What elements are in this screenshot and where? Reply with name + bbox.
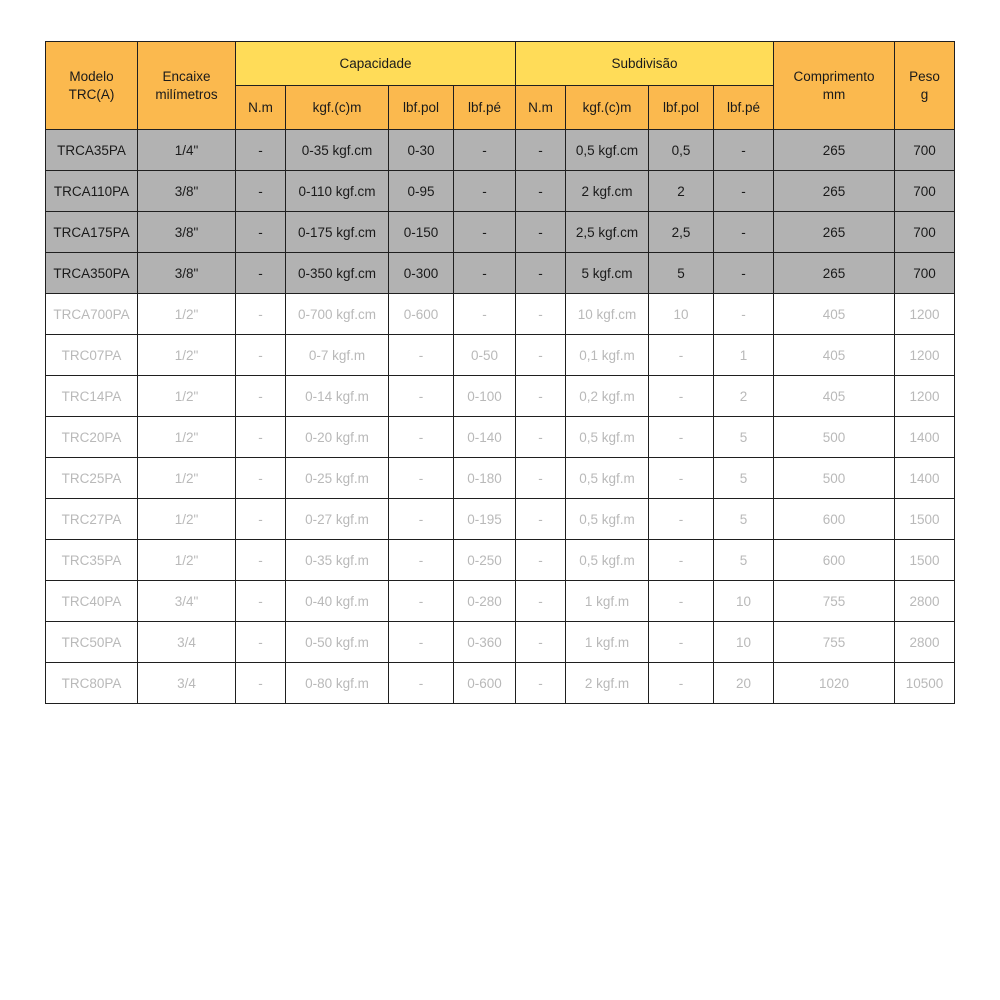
cell-sub-lbfpe: 10 — [714, 581, 774, 622]
header-cap-unit: lbf.pol — [389, 86, 454, 130]
cell-encaixe: 3/8" — [138, 253, 236, 294]
header-sub-unit: N.m — [516, 86, 566, 130]
header-peso-line2: g — [920, 86, 929, 102]
cell-peso: 700 — [895, 253, 955, 294]
header-comprimento-line1: Comprimento — [793, 68, 875, 84]
cell-cap-lbfpol: - — [389, 499, 454, 540]
cell-sub-lbfpol: - — [649, 581, 714, 622]
header-row-groups — [46, 42, 955, 86]
cell-comprimento: 265 — [774, 212, 895, 253]
cell-modelo: TRC20PA — [46, 417, 138, 458]
cell-comprimento: 1020 — [774, 663, 895, 704]
cell-sub-lbfpol: 10 — [649, 294, 714, 335]
cell-sub-nm: - — [516, 417, 566, 458]
cell-encaixe: 3/8" — [138, 212, 236, 253]
cell-sub-kgf: 0,5 kgf.m — [566, 458, 649, 499]
cell-comprimento: 500 — [774, 458, 895, 499]
cell-cap-kgf: 0-40 kgf.m — [286, 581, 389, 622]
cell-cap-nm: - — [236, 212, 286, 253]
cell-encaixe: 1/2" — [138, 540, 236, 581]
cell-cap-nm: - — [236, 458, 286, 499]
cell-sub-lbfpol: - — [649, 540, 714, 581]
cell-cap-lbfpol: 0-600 — [389, 294, 454, 335]
cell-modelo: TRC40PA — [46, 581, 138, 622]
cell-cap-kgf: 0-700 kgf.cm — [286, 294, 389, 335]
cell-cap-lbfpe: 0-360 — [454, 622, 516, 663]
table-row — [46, 622, 955, 663]
cell-cap-nm: - — [236, 376, 286, 417]
cell-peso: 10500 — [895, 663, 955, 704]
cell-peso: 1400 — [895, 458, 955, 499]
cell-encaixe: 1/2" — [138, 335, 236, 376]
cell-modelo: TRCA700PA — [46, 294, 138, 335]
cell-encaixe: 1/2" — [138, 376, 236, 417]
cell-sub-lbfpol: - — [649, 376, 714, 417]
cell-sub-kgf: 1 kgf.m — [566, 622, 649, 663]
cell-sub-lbfpe: - — [714, 212, 774, 253]
cell-cap-kgf: 0-175 kgf.cm — [286, 212, 389, 253]
cell-comprimento: 500 — [774, 417, 895, 458]
table-body — [46, 130, 955, 704]
cell-sub-nm: - — [516, 663, 566, 704]
cell-cap-nm: - — [236, 622, 286, 663]
cell-cap-lbfpol: - — [389, 663, 454, 704]
cell-cap-lbfpe: 0-180 — [454, 458, 516, 499]
header-peso-line1: Peso — [909, 68, 940, 84]
header-modelo — [46, 42, 138, 130]
header-modelo-line2: TRC(A) — [68, 86, 115, 102]
cell-cap-kgf: 0-27 kgf.m — [286, 499, 389, 540]
cell-cap-lbfpol: - — [389, 622, 454, 663]
cell-cap-kgf: 0-35 kgf.m — [286, 540, 389, 581]
cell-encaixe: 1/2" — [138, 499, 236, 540]
table-row — [46, 417, 955, 458]
cell-cap-lbfpe: - — [454, 212, 516, 253]
cell-cap-kgf: 0-50 kgf.m — [286, 622, 389, 663]
cell-comprimento: 265 — [774, 171, 895, 212]
cell-cap-kgf: 0-7 kgf.m — [286, 335, 389, 376]
cell-cap-lbfpe: 0-50 — [454, 335, 516, 376]
cell-modelo: TRC35PA — [46, 540, 138, 581]
header-comprimento-line2: mm — [822, 86, 846, 102]
cell-sub-nm: - — [516, 540, 566, 581]
cell-cap-lbfpe: 0-280 — [454, 581, 516, 622]
header-modelo-line1: Modelo — [69, 68, 114, 84]
cell-peso: 700 — [895, 130, 955, 171]
cell-cap-nm: - — [236, 335, 286, 376]
cell-sub-lbfpe: - — [714, 130, 774, 171]
cell-peso: 2800 — [895, 581, 955, 622]
header-encaixe-line2: milímetros — [155, 86, 218, 102]
cell-sub-lbfpe: 2 — [714, 376, 774, 417]
header-cap-unit: lbf.pé — [454, 86, 516, 130]
table-row — [46, 130, 955, 171]
cell-cap-lbfpol: 0-95 — [389, 171, 454, 212]
cell-cap-lbfpol: - — [389, 417, 454, 458]
cell-modelo: TRCA350PA — [46, 253, 138, 294]
cell-cap-lbfpe: - — [454, 171, 516, 212]
cell-cap-lbfpol: 0-150 — [389, 212, 454, 253]
cell-modelo: TRC27PA — [46, 499, 138, 540]
cell-cap-kgf: 0-25 kgf.m — [286, 458, 389, 499]
cell-cap-kgf: 0-20 kgf.m — [286, 417, 389, 458]
cell-cap-kgf: 0-35 kgf.cm — [286, 130, 389, 171]
cell-encaixe: 1/2" — [138, 294, 236, 335]
cell-sub-lbfpe: 20 — [714, 663, 774, 704]
cell-cap-lbfpol: - — [389, 581, 454, 622]
cell-comprimento: 405 — [774, 335, 895, 376]
cell-cap-lbfpe: 0-600 — [454, 663, 516, 704]
cell-sub-nm: - — [516, 458, 566, 499]
cell-modelo: TRC14PA — [46, 376, 138, 417]
cell-encaixe: 1/2" — [138, 458, 236, 499]
cell-comprimento: 755 — [774, 581, 895, 622]
cell-sub-nm: - — [516, 499, 566, 540]
table-row — [46, 212, 955, 253]
cell-sub-lbfpol: - — [649, 663, 714, 704]
cell-cap-nm: - — [236, 499, 286, 540]
cell-cap-lbfpe: - — [454, 294, 516, 335]
cell-sub-nm: - — [516, 171, 566, 212]
header-sub-unit: lbf.pol — [649, 86, 714, 130]
cell-sub-lbfpol: - — [649, 335, 714, 376]
cell-peso: 1200 — [895, 294, 955, 335]
header-subdivisao: Subdivisão — [516, 42, 774, 86]
cell-sub-lbfpe: - — [714, 253, 774, 294]
table-row — [46, 376, 955, 417]
cell-comprimento: 755 — [774, 622, 895, 663]
cell-sub-lbfpe: - — [714, 171, 774, 212]
header-encaixe — [138, 42, 236, 130]
cell-cap-lbfpe: 0-195 — [454, 499, 516, 540]
cell-sub-nm: - — [516, 212, 566, 253]
cell-modelo: TRC07PA — [46, 335, 138, 376]
cell-encaixe: 3/4" — [138, 581, 236, 622]
cell-sub-kgf: 5 kgf.cm — [566, 253, 649, 294]
table-header — [46, 42, 955, 130]
cell-sub-kgf: 0,5 kgf.m — [566, 540, 649, 581]
cell-sub-kgf: 2,5 kgf.cm — [566, 212, 649, 253]
cell-peso: 1200 — [895, 376, 955, 417]
cell-sub-nm: - — [516, 253, 566, 294]
table-row — [46, 581, 955, 622]
header-sub-unit: lbf.pé — [714, 86, 774, 130]
cell-cap-nm: - — [236, 294, 286, 335]
cell-sub-lbfpe: 5 — [714, 499, 774, 540]
cell-cap-lbfpol: 0-30 — [389, 130, 454, 171]
cell-sub-kgf: 2 kgf.m — [566, 663, 649, 704]
cell-sub-lbfpol: - — [649, 458, 714, 499]
cell-cap-lbfpol: - — [389, 540, 454, 581]
table-row — [46, 499, 955, 540]
cell-sub-kgf: 0,2 kgf.m — [566, 376, 649, 417]
cell-peso: 700 — [895, 212, 955, 253]
cell-comprimento: 265 — [774, 253, 895, 294]
cell-cap-lbfpol: - — [389, 458, 454, 499]
table-row — [46, 335, 955, 376]
cell-modelo: TRCA35PA — [46, 130, 138, 171]
cell-sub-lbfpol: - — [649, 417, 714, 458]
cell-cap-kgf: 0-110 kgf.cm — [286, 171, 389, 212]
cell-cap-nm: - — [236, 130, 286, 171]
cell-cap-nm: - — [236, 540, 286, 581]
cell-peso: 2800 — [895, 622, 955, 663]
cell-encaixe: 3/8" — [138, 171, 236, 212]
cell-encaixe: 1/4" — [138, 130, 236, 171]
header-cap-unit: kgf.(c)m — [286, 86, 389, 130]
cell-cap-kgf: 0-14 kgf.m — [286, 376, 389, 417]
cell-sub-kgf: 1 kgf.m — [566, 581, 649, 622]
cell-peso: 1500 — [895, 540, 955, 581]
table-row — [46, 253, 955, 294]
table-row — [46, 458, 955, 499]
cell-encaixe: 3/4 — [138, 622, 236, 663]
cell-sub-nm: - — [516, 622, 566, 663]
cell-cap-nm: - — [236, 663, 286, 704]
cell-cap-lbfpe: - — [454, 253, 516, 294]
header-comprimento — [774, 42, 895, 130]
cell-cap-lbfpe: 0-140 — [454, 417, 516, 458]
cell-sub-lbfpol: - — [649, 622, 714, 663]
cell-modelo: TRCA110PA — [46, 171, 138, 212]
table-row — [46, 294, 955, 335]
cell-cap-kgf: 0-80 kgf.m — [286, 663, 389, 704]
cell-cap-lbfpe: - — [454, 130, 516, 171]
cell-cap-lbfpol: 0-300 — [389, 253, 454, 294]
cell-cap-nm: - — [236, 253, 286, 294]
cell-cap-lbfpol: - — [389, 376, 454, 417]
table-row — [46, 540, 955, 581]
cell-peso: 1500 — [895, 499, 955, 540]
cell-peso: 700 — [895, 171, 955, 212]
cell-comprimento: 265 — [774, 130, 895, 171]
cell-sub-lbfpe: 5 — [714, 458, 774, 499]
cell-comprimento: 600 — [774, 499, 895, 540]
cell-sub-nm: - — [516, 294, 566, 335]
cell-sub-kgf: 2 kgf.cm — [566, 171, 649, 212]
cell-cap-lbfpe: 0-100 — [454, 376, 516, 417]
cell-sub-kgf: 0,5 kgf.m — [566, 499, 649, 540]
cell-comprimento: 600 — [774, 540, 895, 581]
cell-sub-lbfpe: 5 — [714, 540, 774, 581]
cell-cap-nm: - — [236, 171, 286, 212]
cell-sub-kgf: 0,1 kgf.m — [566, 335, 649, 376]
cell-sub-lbfpe: 10 — [714, 622, 774, 663]
cell-modelo: TRC25PA — [46, 458, 138, 499]
table-row — [46, 171, 955, 212]
cell-cap-lbfpol: - — [389, 335, 454, 376]
specification-table — [45, 41, 955, 704]
cell-encaixe: 1/2" — [138, 417, 236, 458]
cell-cap-nm: - — [236, 581, 286, 622]
cell-sub-nm: - — [516, 130, 566, 171]
cell-sub-lbfpe: 5 — [714, 417, 774, 458]
cell-sub-nm: - — [516, 581, 566, 622]
cell-sub-lbfpe: - — [714, 294, 774, 335]
cell-peso: 1200 — [895, 335, 955, 376]
header-peso — [895, 42, 955, 130]
cell-sub-kgf: 10 kgf.cm — [566, 294, 649, 335]
cell-encaixe: 3/4 — [138, 663, 236, 704]
cell-cap-nm: - — [236, 417, 286, 458]
cell-sub-kgf: 0,5 kgf.cm — [566, 130, 649, 171]
cell-sub-lbfpol: 0,5 — [649, 130, 714, 171]
cell-comprimento: 405 — [774, 294, 895, 335]
header-capacidade: Capacidade — [236, 42, 516, 86]
cell-sub-nm: - — [516, 376, 566, 417]
cell-cap-kgf: 0-350 kgf.cm — [286, 253, 389, 294]
cell-sub-lbfpol: - — [649, 499, 714, 540]
cell-modelo: TRC80PA — [46, 663, 138, 704]
table-row — [46, 663, 955, 704]
cell-cap-lbfpe: 0-250 — [454, 540, 516, 581]
cell-comprimento: 405 — [774, 376, 895, 417]
cell-sub-nm: - — [516, 335, 566, 376]
header-encaixe-line1: Encaixe — [162, 68, 211, 84]
cell-sub-kgf: 0,5 kgf.m — [566, 417, 649, 458]
cell-sub-lbfpol: 2,5 — [649, 212, 714, 253]
cell-modelo: TRCA175PA — [46, 212, 138, 253]
cell-sub-lbfpol: 2 — [649, 171, 714, 212]
cell-sub-lbfpol: 5 — [649, 253, 714, 294]
cell-modelo: TRC50PA — [46, 622, 138, 663]
header-cap-unit: N.m — [236, 86, 286, 130]
cell-peso: 1400 — [895, 417, 955, 458]
cell-sub-lbfpe: 1 — [714, 335, 774, 376]
header-sub-unit: kgf.(c)m — [566, 86, 649, 130]
